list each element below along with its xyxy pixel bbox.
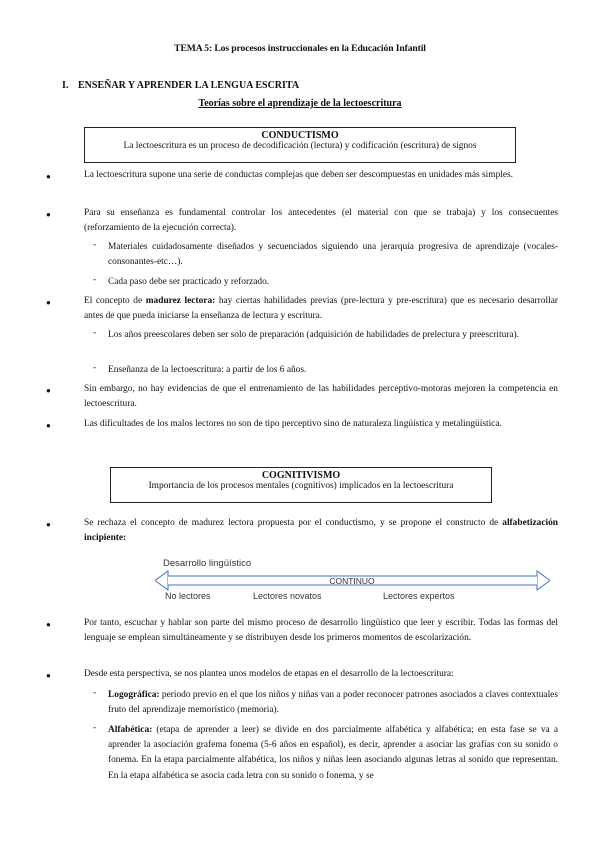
bullet-icon: ●: [46, 210, 51, 219]
cognitivismo-box: [110, 467, 492, 503]
paragraph: Sin embargo, no hay evidencias de que el entrenamiento de las habilidades perceptivo-motoras mejoren la competencia en lectoescritura.: [84, 384, 558, 410]
section-number: I.: [62, 80, 69, 91]
paragraph: [84, 516, 558, 546]
cognitivismo-definition: Importancia de los procesos mentales (cognitivos) implicados en la lectoescritura: [148, 481, 454, 491]
paragraph: Las dificultades de los malos lectores no son de tipo perceptivo sino de naturaleza lingüística y metalingüística.: [84, 419, 502, 429]
text-run: El concepto de: [84, 296, 146, 306]
section-label: ENSEÑAR Y APRENDER LA LENGUA ESCRITA: [78, 80, 300, 91]
dash-icon: -: [93, 275, 97, 285]
sub-paragraph: [108, 723, 558, 784]
conductismo-definition: La lectoescritura es un proceso de decodificación (lectura) y codificación (escritura) de signos: [123, 141, 477, 151]
bullet-icon: ●: [46, 520, 51, 529]
text-run: periodo previo en el que los niños y niñas van a poder reconocer patrones asociados a claves contextuales fruto del aprendizaje memorístico (memoria).: [108, 690, 558, 716]
cognitivismo-title: COGNITIVISMO: [261, 470, 341, 481]
bold-term: Logográfica:: [108, 690, 160, 700]
sub-paragraph: Materiales cuidadosamente diseñados y secuenciados siguiendo una jerarquía progresiva de aprendizaje (vocales-consonantes-etc…).: [108, 242, 558, 268]
bullet-icon: ●: [46, 172, 51, 181]
dash-icon: -: [93, 688, 97, 698]
bullet-icon: ●: [46, 421, 51, 430]
diagram-label-lectores-novatos: Lectores novatos: [253, 591, 322, 601]
bullet-icon: ●: [46, 386, 51, 395]
bold-term: alfabetización incipiente:: [84, 518, 558, 544]
text-run: (etapa de aprender a leer) se divide en dos parcialmente alfabética y alfabética; en esta fase se va a aprender la asociación grafema fonema (5-6 años en español), es decir, aprender a asociar las grafías con su sonido o fonema. En la etapa parcialmente alfabética, los niños y niñas leen asociando algunas letras al sonido que representan. En la etapa alfabética se asocia cada letra con su sonido o fonema, y se: [108, 725, 558, 781]
bullet-icon: ●: [46, 620, 51, 629]
sub-paragraph: Los años preescolares deben ser solo de preparación (adquisición de habilidades de prelectura y preescritura).: [108, 330, 520, 340]
dash-icon: -: [93, 328, 97, 338]
arrow-right-head: [537, 571, 550, 590]
paragraph: La lectoescritura supone una serie de conductas complejas que deben ser descompuestas en unidades más simples.: [84, 170, 514, 180]
dash-icon: -: [93, 240, 97, 250]
sub-paragraph: Enseñanza de la lectoescritura: a partir de los 6 años.: [108, 365, 307, 375]
document-title: TEMA 5: Los procesos instruccionales en la Educación Infantil: [174, 43, 426, 54]
sub-paragraph: [108, 688, 558, 718]
bullet-icon: ●: [46, 671, 51, 680]
diagram-label-no-lectores: No lectores: [165, 591, 211, 601]
paragraph: Por tanto, escuchar y hablar son parte del mismo proceso de desarrollo lingüístico que leer y escribir. Todas las formas del lenguaje se emplean simultáneamente y se distribuyen desde los primeros momentos de escolarización.: [84, 618, 558, 644]
continuum-diagram: [155, 554, 550, 604]
paragraph: Para su enseñanza es fundamental controlar los antecedentes (el material con que se trabaja) y los consecuentes (reforzamiento de la ejecución correcta).: [84, 208, 558, 234]
paragraph: [84, 294, 558, 324]
bold-term: Alfabética:: [108, 725, 153, 735]
dash-icon: -: [93, 723, 97, 733]
subtitle: Teorías sobre el aprendizaje de la lectoescritura: [198, 98, 402, 109]
text-run: Se rechaza el concepto de madurez lectora propuesta por el conductismo, y se propone el constructo de: [84, 518, 503, 528]
conductismo-title: CONDUCTISMO: [261, 130, 339, 141]
text-run: hay ciertas habilidades previas (pre-lectura y pre-escritura) que es necesario desarrollar antes de que pueda iniciarse la enseñanza de lectura y escritura.: [84, 296, 558, 322]
diagram-top-label: Desarrollo lingüístico: [163, 558, 252, 569]
dash-icon: -: [93, 363, 97, 373]
diagram-middle-label: CONTINUO: [329, 576, 375, 586]
paragraph: Desde esta perspectiva, se nos plantea unos modelos de etapas en el desarrollo de la lectoescritura:: [84, 669, 454, 679]
conductismo-box: [84, 127, 516, 163]
section-heading: [62, 80, 299, 91]
bullet-icon: ●: [46, 298, 51, 307]
bold-term: madurez lectora:: [145, 296, 216, 306]
diagram-label-lectores-expertos: Lectores expertos: [383, 591, 455, 601]
arrow-left-head: [155, 571, 168, 590]
sub-paragraph: Cada paso debe ser practicado y reforzado.: [108, 277, 270, 287]
